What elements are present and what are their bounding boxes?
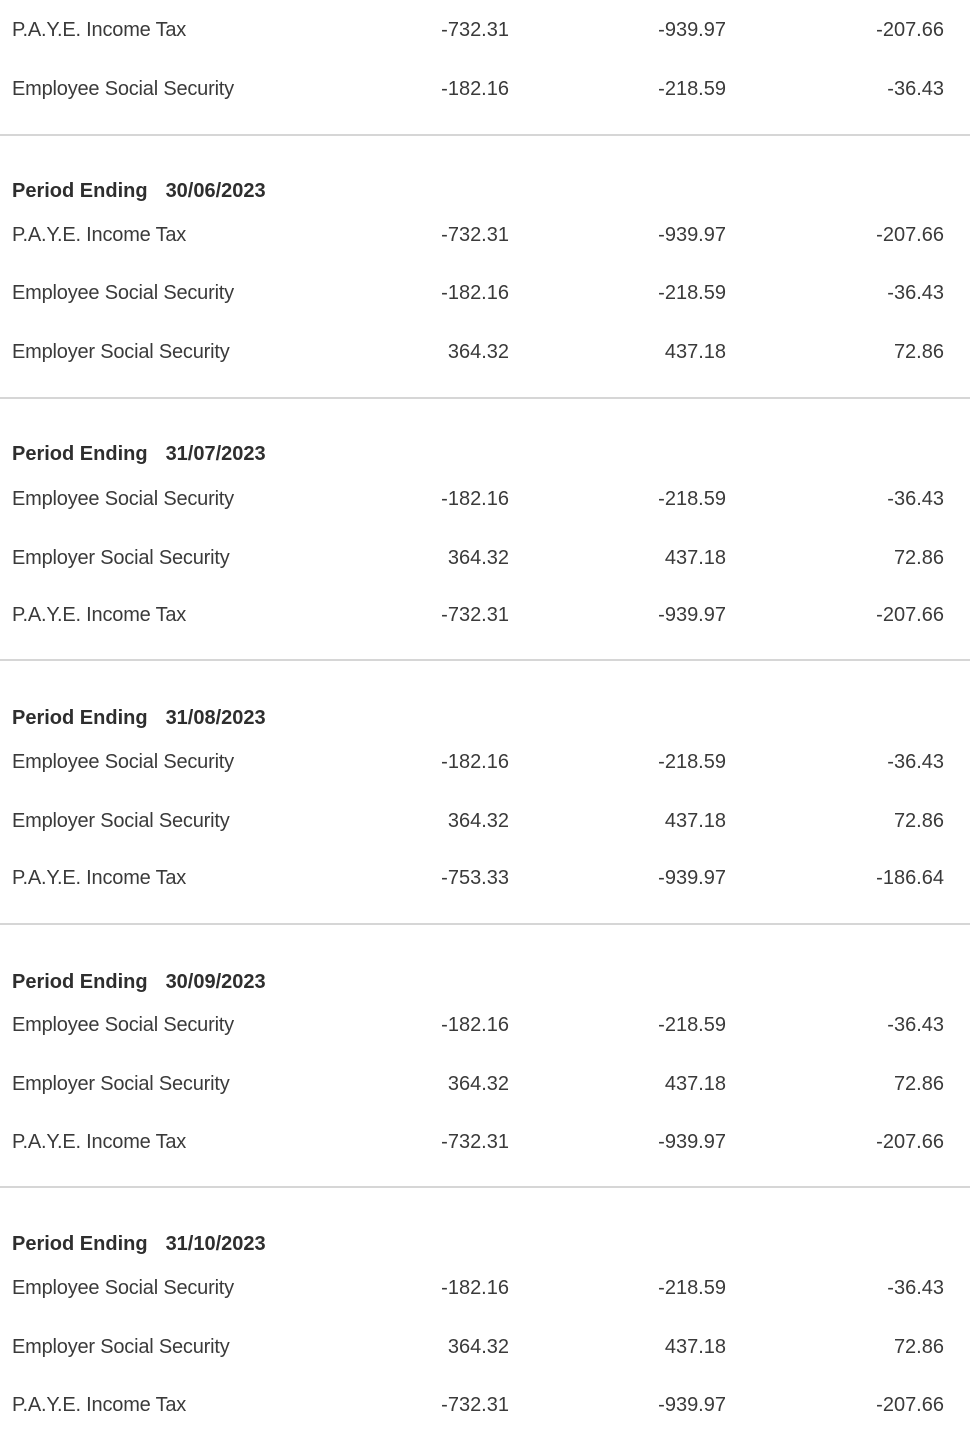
period-date: 31/08/2023 bbox=[165, 707, 266, 729]
period-heading bbox=[12, 967, 266, 997]
row-value-3: -207.66 bbox=[876, 224, 944, 246]
row-label: Employer Social Security bbox=[12, 1336, 230, 1358]
row-value-2: -939.97 bbox=[658, 604, 726, 626]
row-label: P.A.Y.E. Income Tax bbox=[12, 1394, 187, 1416]
row-value-2: -939.97 bbox=[658, 1394, 726, 1416]
row-value-1: -182.16 bbox=[441, 488, 509, 510]
period-date: 30/06/2023 bbox=[165, 180, 266, 202]
row-value-2: -939.97 bbox=[658, 224, 726, 246]
row-value-2: -218.59 bbox=[658, 282, 726, 304]
report-row bbox=[0, 278, 970, 308]
row-value-3: -207.66 bbox=[876, 1394, 944, 1416]
row-value-3: -207.66 bbox=[876, 1131, 944, 1153]
period-heading bbox=[12, 1229, 266, 1259]
period-date: 31/10/2023 bbox=[165, 1233, 266, 1255]
report-row bbox=[0, 484, 970, 514]
period-heading-label: Period Ending bbox=[12, 971, 148, 993]
row-label: Employee Social Security bbox=[12, 751, 234, 773]
period-heading bbox=[12, 439, 266, 469]
row-value-1: -732.31 bbox=[441, 224, 509, 246]
section-divider bbox=[0, 659, 970, 661]
row-value-1: -182.16 bbox=[441, 1014, 509, 1036]
row-value-1: -182.16 bbox=[441, 1277, 509, 1299]
row-value-3: -186.64 bbox=[876, 867, 944, 889]
report-row bbox=[0, 220, 970, 250]
report-row bbox=[0, 1332, 970, 1362]
report-row bbox=[0, 337, 970, 367]
report-row bbox=[0, 74, 970, 104]
report-row bbox=[0, 15, 970, 45]
row-value-3: -36.43 bbox=[887, 751, 944, 773]
period-heading-label: Period Ending bbox=[12, 1233, 148, 1255]
row-value-3: 72.86 bbox=[893, 1073, 944, 1095]
row-label: P.A.Y.E. Income Tax bbox=[12, 604, 187, 626]
row-value-1: -732.31 bbox=[441, 604, 509, 626]
row-label: Employee Social Security bbox=[12, 282, 234, 304]
row-label: Employee Social Security bbox=[12, 1014, 234, 1036]
row-label: P.A.Y.E. Income Tax bbox=[12, 224, 187, 246]
report-row bbox=[0, 863, 970, 893]
row-value-3: -36.43 bbox=[887, 1277, 944, 1299]
row-value-2: -218.59 bbox=[658, 78, 726, 100]
section-divider bbox=[0, 397, 970, 399]
report-row bbox=[0, 1069, 970, 1099]
report-row bbox=[0, 747, 970, 777]
row-value-1: 364.32 bbox=[447, 810, 509, 832]
row-value-3: 72.86 bbox=[893, 341, 944, 363]
row-value-2: -939.97 bbox=[658, 19, 726, 41]
row-value-2: 437.18 bbox=[664, 1336, 726, 1358]
row-label: Employer Social Security bbox=[12, 547, 230, 569]
row-value-1: 364.32 bbox=[447, 547, 509, 569]
row-value-2: 437.18 bbox=[664, 810, 726, 832]
row-value-1: 364.32 bbox=[447, 341, 509, 363]
row-value-1: -182.16 bbox=[441, 78, 509, 100]
row-value-1: 364.32 bbox=[447, 1073, 509, 1095]
row-value-1: -182.16 bbox=[441, 751, 509, 773]
row-value-1: -732.31 bbox=[441, 19, 509, 41]
row-value-1: -753.33 bbox=[441, 867, 509, 889]
section-divider bbox=[0, 923, 970, 925]
period-heading bbox=[12, 176, 266, 206]
row-value-1: -732.31 bbox=[441, 1131, 509, 1153]
period-heading-label: Period Ending bbox=[12, 443, 148, 465]
row-value-2: -218.59 bbox=[658, 751, 726, 773]
row-value-1: -182.16 bbox=[441, 282, 509, 304]
row-value-1: -732.31 bbox=[441, 1394, 509, 1416]
report-row bbox=[0, 1010, 970, 1040]
row-label: P.A.Y.E. Income Tax bbox=[12, 867, 187, 889]
report-row bbox=[0, 1273, 970, 1303]
period-date: 30/09/2023 bbox=[165, 971, 266, 993]
report-row bbox=[0, 1390, 970, 1420]
period-heading bbox=[12, 703, 266, 733]
row-label: P.A.Y.E. Income Tax bbox=[12, 1131, 187, 1153]
row-value-2: 437.18 bbox=[664, 547, 726, 569]
section-divider bbox=[0, 1186, 970, 1188]
row-label: Employer Social Security bbox=[12, 341, 230, 363]
report-row bbox=[0, 543, 970, 573]
period-heading-label: Period Ending bbox=[12, 707, 148, 729]
section-divider bbox=[0, 134, 970, 136]
row-value-3: -207.66 bbox=[876, 604, 944, 626]
row-label: Employee Social Security bbox=[12, 78, 234, 100]
row-label: P.A.Y.E. Income Tax bbox=[12, 19, 187, 41]
row-value-3: 72.86 bbox=[893, 547, 944, 569]
row-label: Employer Social Security bbox=[12, 810, 230, 832]
row-value-3: -207.66 bbox=[876, 19, 944, 41]
row-value-3: 72.86 bbox=[893, 1336, 944, 1358]
row-value-1: 364.32 bbox=[447, 1336, 509, 1358]
report-row bbox=[0, 600, 970, 630]
row-value-2: -939.97 bbox=[658, 1131, 726, 1153]
row-value-2: 437.18 bbox=[664, 341, 726, 363]
row-value-2: -218.59 bbox=[658, 1014, 726, 1036]
report-row bbox=[0, 806, 970, 836]
period-heading-label: Period Ending bbox=[12, 180, 148, 202]
row-value-3: -36.43 bbox=[887, 78, 944, 100]
row-value-3: -36.43 bbox=[887, 1014, 944, 1036]
row-value-3: 72.86 bbox=[893, 810, 944, 832]
row-value-3: -36.43 bbox=[887, 488, 944, 510]
row-value-2: -939.97 bbox=[658, 867, 726, 889]
row-value-2: -218.59 bbox=[658, 488, 726, 510]
report-row bbox=[0, 1127, 970, 1157]
row-value-2: -218.59 bbox=[658, 1277, 726, 1299]
row-label: Employee Social Security bbox=[12, 488, 234, 510]
row-label: Employee Social Security bbox=[12, 1277, 234, 1299]
row-value-2: 437.18 bbox=[664, 1073, 726, 1095]
row-value-3: -36.43 bbox=[887, 282, 944, 304]
period-date: 31/07/2023 bbox=[165, 443, 266, 465]
row-label: Employer Social Security bbox=[12, 1073, 230, 1095]
